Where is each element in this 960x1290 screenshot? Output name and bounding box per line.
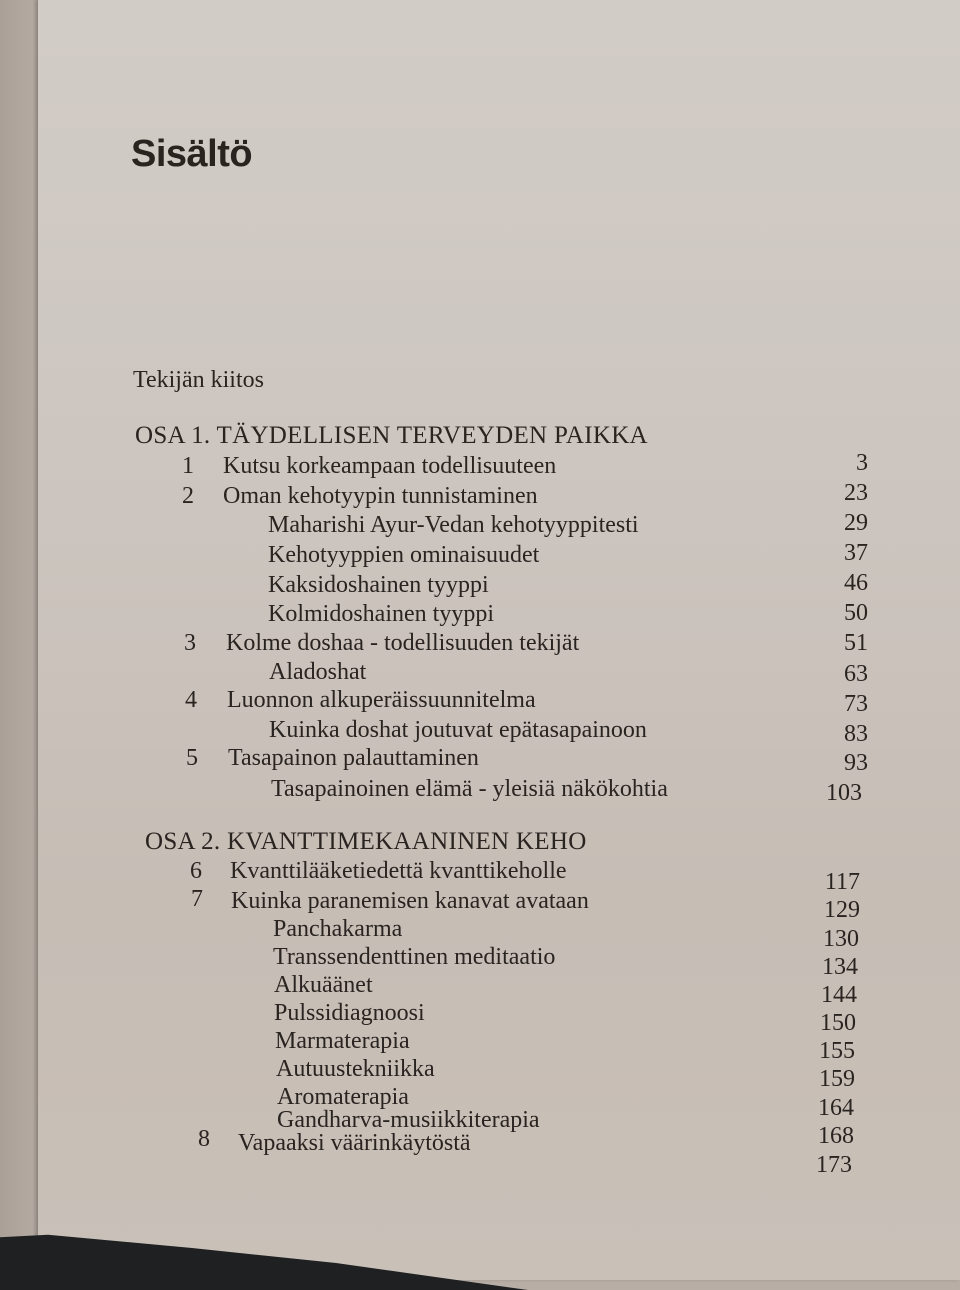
toc-subentry-label: Kehotyyppien ominaisuudet	[268, 542, 540, 568]
toc-subentry-label: Maharishi Ayur-Vedan kehotyyppitesti	[268, 512, 639, 538]
toc-entry-label: Vapaaksi väärinkäytöstä	[238, 1130, 471, 1156]
toc-page-number: 159	[819, 1066, 855, 1092]
toc-subentry-label: Panchakarma	[273, 916, 403, 942]
part-1-heading: OSA 1. TÄYDELLISEN TERVEYDEN PAIKKA	[135, 422, 648, 449]
toc-page-number: 117	[824, 869, 860, 895]
toc-entry-label: Kuinka paranemisen kanavat avataan	[231, 888, 589, 914]
toc-page-number: 134	[822, 954, 858, 980]
toc-subentry-label: Aladoshat	[269, 659, 367, 685]
toc-subentry-label: Marmaterapia	[275, 1028, 410, 1054]
toc-entry-label: Kutsu korkeampaan todellisuuteen	[223, 453, 557, 479]
toc-page-number: 103	[826, 780, 862, 806]
toc-subentry-label: Gandharva-musiikkiterapia	[277, 1107, 540, 1133]
toc-entry-label: Tasapainon palauttaminen	[228, 745, 479, 771]
chapter-number: 1	[182, 453, 194, 479]
toc-page-number: 63	[844, 661, 868, 687]
toc-subentry-label: Kuinka doshat joutuvat epätasapainoon	[269, 717, 647, 743]
toc-page-number: 129	[824, 897, 860, 923]
adjacent-page-edge	[0, 0, 40, 1280]
toc-page-number: 46	[844, 570, 868, 596]
part-2-heading: OSA 2. KVANTTIMEKAANINEN KEHO	[145, 828, 587, 855]
toc-page-number: 51	[844, 630, 868, 656]
page-title: Sisältö	[131, 133, 253, 175]
toc-entry-label: Luonnon alkuperäissuunnitelma	[227, 687, 536, 713]
chapter-number: 4	[185, 687, 197, 713]
toc-page-number: 23	[844, 480, 868, 506]
toc-page-number: 150	[820, 1010, 856, 1036]
toc-subentry-label: Kolmidoshainen tyyppi	[268, 601, 494, 627]
toc-entry-label: Kvanttilääketiedettä kvanttikeholle	[230, 858, 567, 884]
toc-page-number: 50	[844, 600, 868, 626]
chapter-number: 3	[184, 630, 196, 656]
toc-subentry-label: Kaksidoshainen tyyppi	[268, 572, 489, 598]
chapter-number: 2	[182, 483, 194, 509]
toc-page-number: 144	[821, 982, 857, 1008]
toc-page-number: 3	[856, 450, 868, 476]
toc-page-number: 29	[844, 510, 868, 536]
chapter-number: 5	[186, 745, 198, 771]
chapter-number: 8	[198, 1126, 210, 1152]
toc-subentry-label: Aromaterapia	[277, 1084, 409, 1110]
toc-page-number: 164	[818, 1095, 854, 1121]
toc-page-number: 173	[816, 1152, 852, 1178]
toc-entry-label: Oman kehotyypin tunnistaminen	[223, 483, 538, 509]
toc-page-number: 155	[819, 1038, 855, 1064]
toc-page-number: 93	[844, 750, 868, 776]
toc-page-number: 83	[844, 721, 868, 747]
toc-page-number: 73	[844, 691, 868, 717]
toc-subentry-label: Tasapainoinen elämä - yleisiä näkökohtia	[271, 776, 668, 802]
toc-subentry-label: Transsendenttinen meditaatio	[273, 944, 556, 970]
chapter-number: 7	[191, 886, 203, 912]
toc-acknowledgements: Tekijän kiitos	[133, 367, 264, 393]
toc-page-number: 168	[818, 1123, 854, 1149]
toc-page-number: 37	[844, 540, 868, 566]
toc-subentry-label: Alkuäänet	[274, 972, 373, 998]
toc-subentry-label: Autuustekniikka	[276, 1056, 435, 1082]
toc-entry-label: Kolme doshaa - todellisuuden tekijät	[226, 630, 580, 656]
toc-subentry-label: Pulssidiagnoosi	[274, 1000, 425, 1026]
toc-page-number: 130	[823, 926, 859, 952]
chapter-number: 6	[190, 858, 202, 884]
